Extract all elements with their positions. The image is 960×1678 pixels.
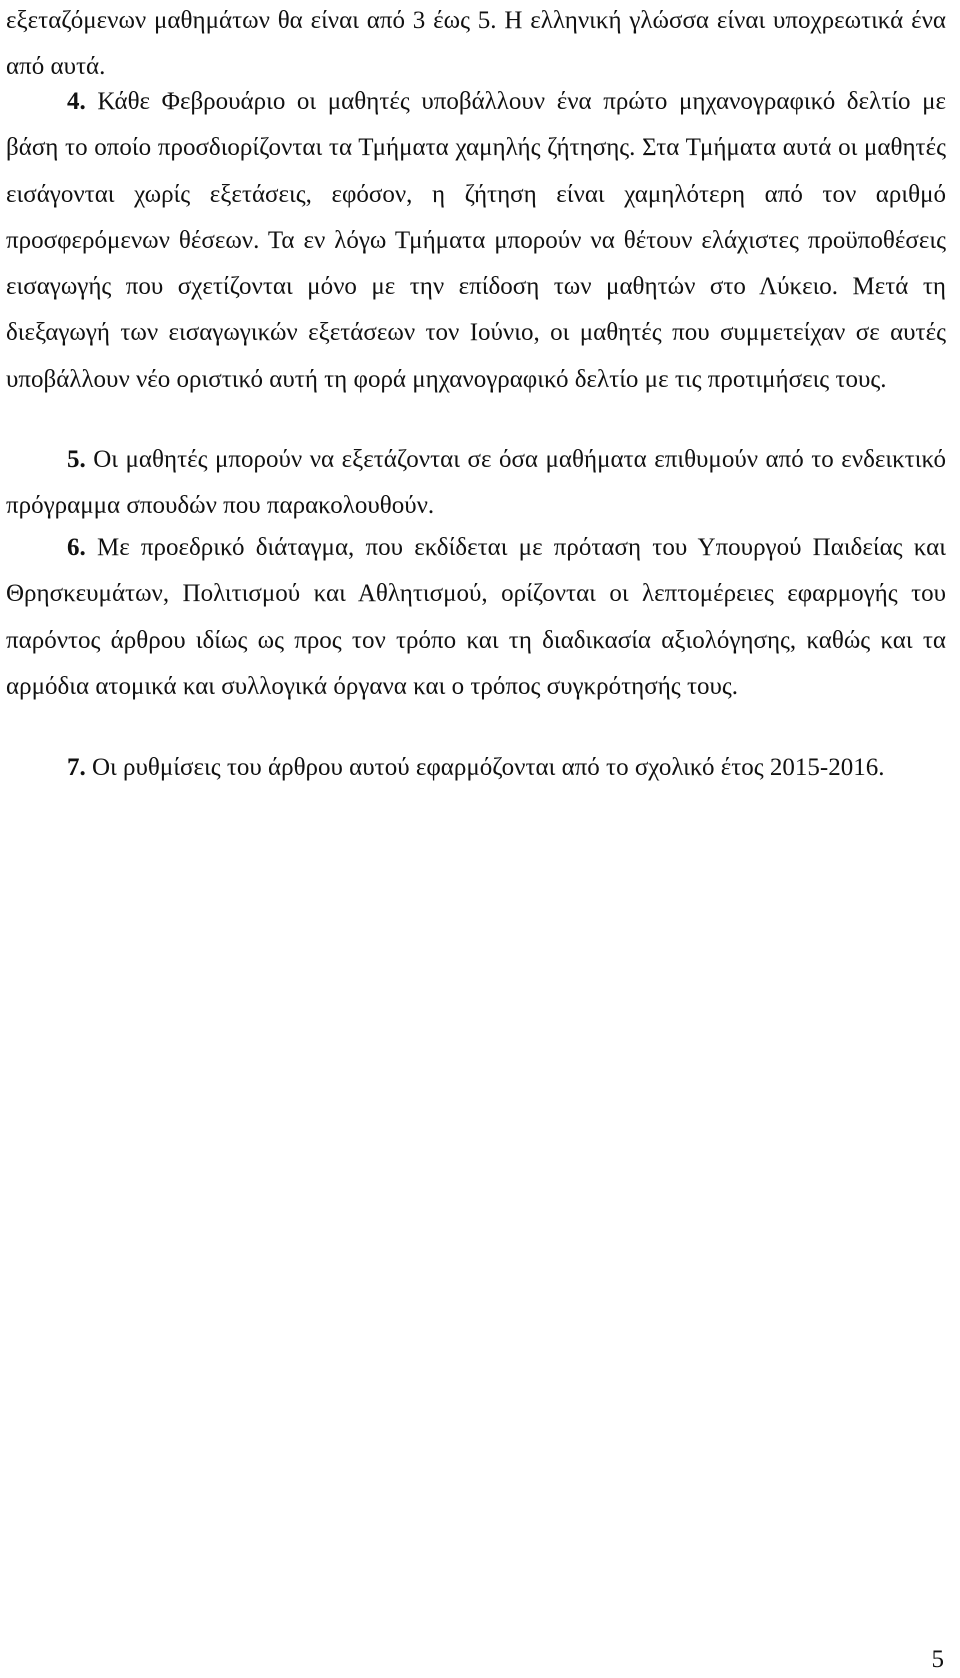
paragraph-number: 4. xyxy=(67,88,86,115)
paragraph-4 xyxy=(6,79,946,403)
paragraph-3-continuation xyxy=(6,0,946,91)
document-page xyxy=(6,0,946,1678)
page-number: 5 xyxy=(931,1646,944,1673)
paragraph-text: εξεταζόμενων μαθημάτων θα είναι από 3 έως 5. Η ελληνική γλώσσα είναι υποχρεωτικά ένα από αυτά. xyxy=(6,7,946,81)
paragraph-text: Οι ρυθμίσεις του άρθρου αυτού εφαρμόζονται από το σχολικό έτος 2015-2016. xyxy=(85,754,885,781)
paragraph-text: Με προεδρικό διάταγμα, που εκδίδεται με πρόταση του Υπουργού Παιδείας και Θρησκευμάτων, Πολιτισμού και Αθλητισμού, ορίζονται οι λεπτομέρειες εφαρμογής του παρόντος άρθρου ιδίως ως προς τον τρόπο και τη διαδικασία αξιολόγησης, καθώς και τα αρμόδια ατομικά και συλλογικά όργανα και ο τρόπος συγκρότησής τους. xyxy=(6,534,946,700)
paragraph-number: 5. xyxy=(67,446,86,473)
paragraph-7 xyxy=(6,745,946,791)
paragraph-text: Οι μαθητές μπορούν να εξετάζονται σε όσα μαθήματα επιθυμούν από το ενδεικτικό πρόγραμμα σπουδών που παρακολουθούν. xyxy=(6,446,946,520)
paragraph-5 xyxy=(6,437,946,530)
paragraph-6 xyxy=(6,525,946,710)
paragraph-number: 7. xyxy=(67,754,86,781)
paragraph-number: 6. xyxy=(67,534,86,561)
paragraph-text: Κάθε Φεβρουάριο οι μαθητές υποβάλλουν ένα πρώτο μηχανογραφικό δελτίο με βάση το οποίο προσδιορίζονται τα Τμήματα χαμηλής ζήτησης. Στα Τμήματα αυτά οι μαθητές εισάγονται χωρίς εξετάσεις, εφόσον, η ζήτηση είναι χαμηλότερη από τον αριθμό προσφερόμενων θέσεων. Τα εν λόγω Τμήματα μπορούν να θέτουν ελάχιστες προϋποθέσεις εισαγωγής που σχετίζονται μόνο με την επίδοση των μαθητών στο Λύκειο. Μετά τη διεξαγωγή των εισαγωγικών εξετάσεων τον Ιούνιο, οι μαθητές που συμμετείχαν σε αυτές υποβάλλουν νέο οριστικό αυτή τη φορά μηχανογραφικό δελτίο με τις προτιμήσεις τους. xyxy=(6,88,946,393)
